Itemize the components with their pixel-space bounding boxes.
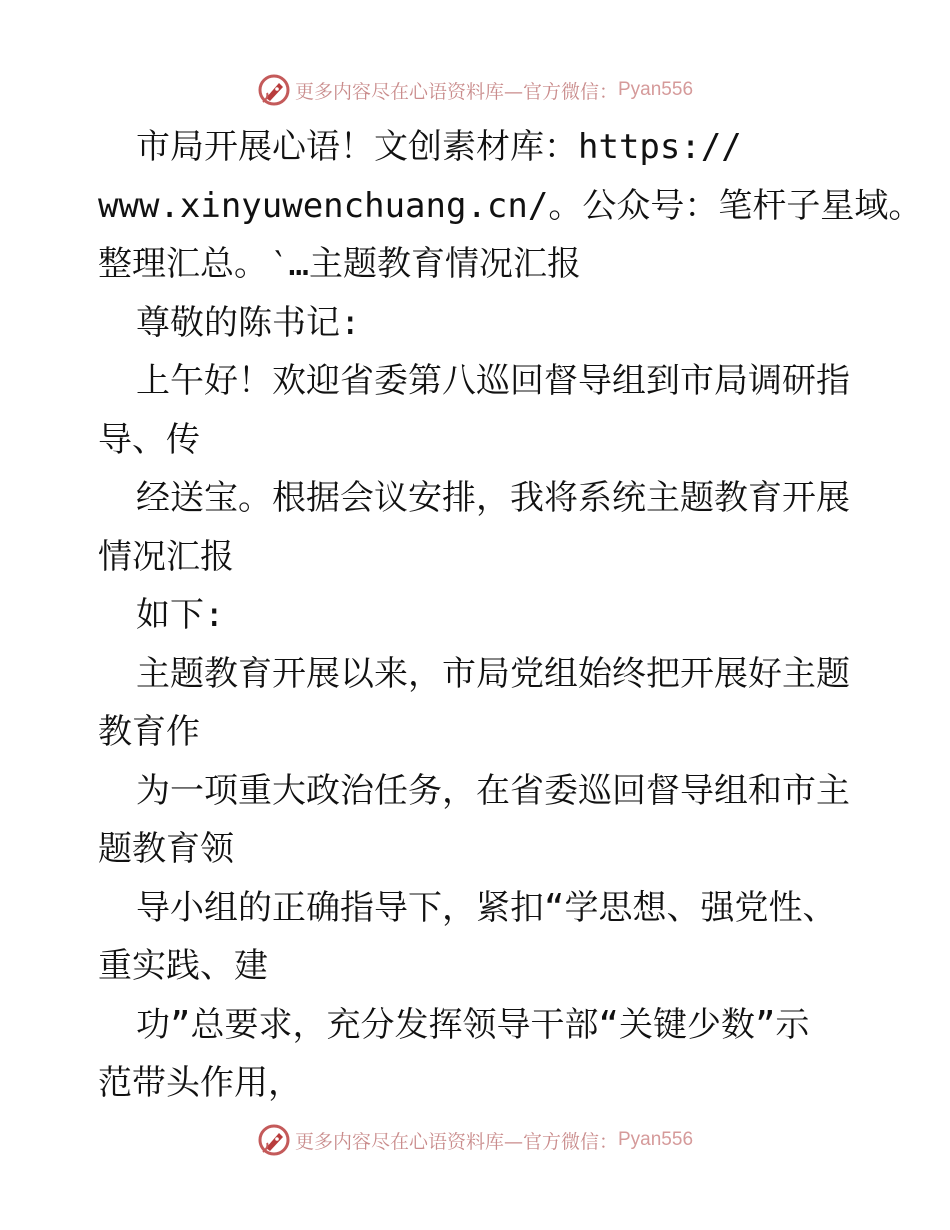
text-line: 尊敬的陈书记:: [136, 302, 361, 343]
banner-wechat-id: Pyan556: [618, 79, 694, 100]
text-line: 经送宝。根据会议安排，我将系统主题教育开展: [136, 478, 850, 518]
pen-nib-circle-icon: [257, 1123, 291, 1157]
text-line: www.xinyuwenchuang.cn/。公众号：笔杆子星域。: [98, 185, 923, 226]
text-line: 为一项重大政治任务，在省委巡回督导组和市主: [136, 770, 850, 811]
text-line: 导、传: [98, 419, 200, 460]
text-line: 情况汇报: [98, 536, 234, 577]
text-line: 导小组的正确指导下，紧扣“学思想、强党性、: [136, 887, 837, 928]
text-line: 整理汇总。‵…主题教育情况汇报: [98, 244, 581, 284]
text-line: 主题教育开展以来，市局党组始终把开展好主题: [136, 653, 850, 694]
banner-text: 更多内容尽在心语资料库—官方微信：: [294, 80, 618, 103]
text-line: 题教育领: [98, 829, 234, 869]
body-text: [98, 118, 923, 1113]
footer-banner: [0, 1120, 950, 1160]
text-line: 上午好！欢迎省委第八巡回督导组到市局调研指: [136, 361, 850, 401]
banner-wechat-id: Pyan556: [618, 1129, 694, 1150]
text-line: 重实践、建: [98, 946, 268, 986]
text-line: 范带头作用，: [98, 1063, 302, 1103]
text-line: 市局开展心语！文创素材库：https://: [136, 127, 742, 167]
text-line: 功”总要求，充分发挥领导干部“关键少数”示: [136, 1004, 810, 1045]
banner-text: 更多内容尽在心语资料库—官方微信：: [294, 1130, 618, 1153]
header-banner: [0, 70, 950, 110]
text-line: 教育作: [98, 712, 200, 752]
text-line: 如下:: [136, 595, 225, 635]
pen-nib-circle-icon: [257, 73, 291, 107]
